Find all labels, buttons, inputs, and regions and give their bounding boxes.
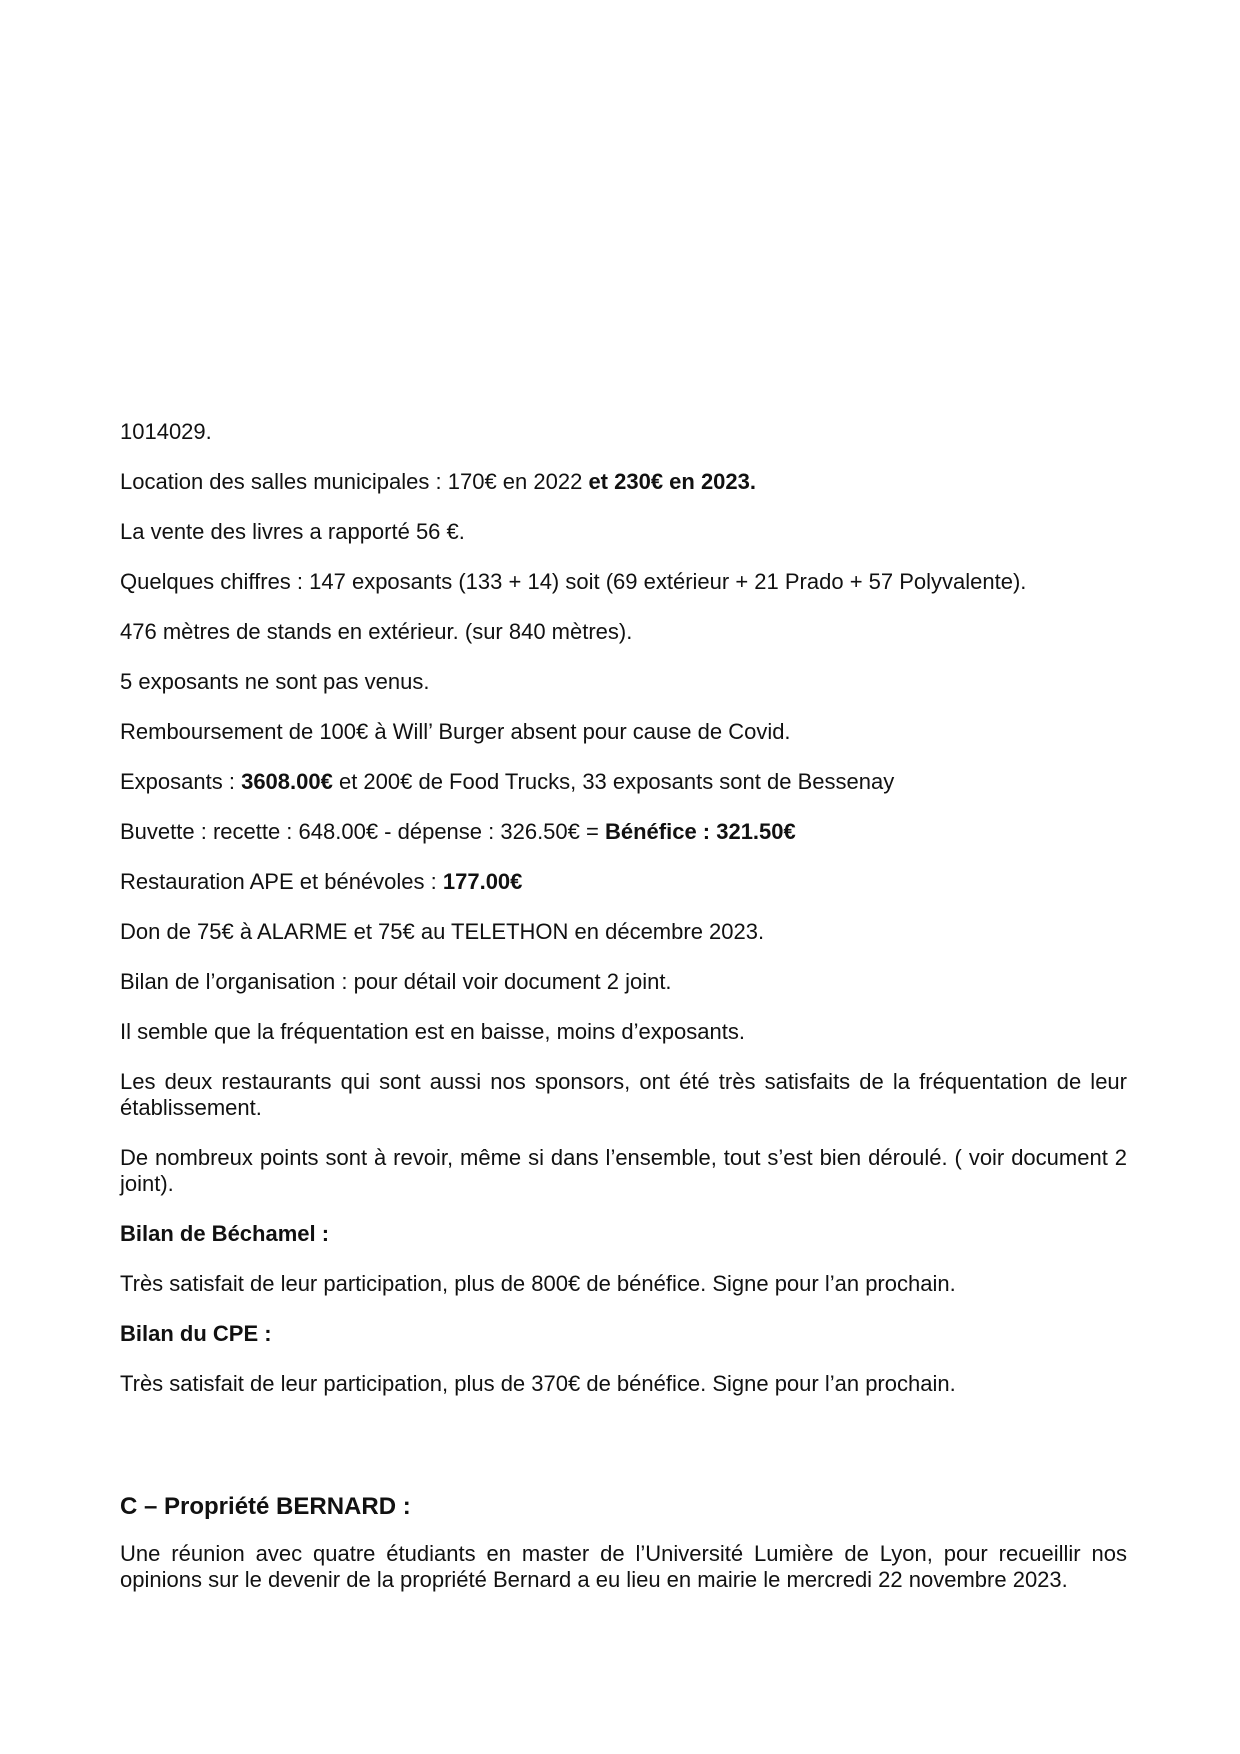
remboursement-line: Remboursement de 100€ à Will’ Burger absent pour cause de Covid.	[120, 719, 791, 744]
exposants-line: Exposants : 3608.00€ et 200€ de Food Trucks, 33 exposants sont de Bessenay	[120, 769, 895, 794]
don-line: Don de 75€ à ALARME et 75€ au TELETHON en décembre 2023.	[120, 919, 765, 944]
document-body	[120, 419, 1127, 1617]
bechamel-text: Très satisfait de leur participation, plus de 800€ de bénéfice. Signe pour l’an prochain.	[120, 1271, 956, 1296]
exposants-absents-line: 5 exposants ne sont pas venus.	[120, 669, 430, 694]
restauration-line: Restauration APE et bénévoles : 177.00€	[120, 869, 523, 894]
frequentation-line: Il semble que la fréquentation est en baisse, moins d’exposants.	[120, 1019, 745, 1044]
vente-livres-line: La vente des livres a rapporté 56 €.	[120, 519, 465, 544]
reference-number: 1014029.	[120, 419, 212, 444]
section-c-title: C – Propriété BERNARD :	[120, 1493, 411, 1520]
quelques-chiffres-line: Quelques chiffres : 147 exposants (133 + 14) soit (69 extérieur + 21 Prado + 57 Polyvalente).	[120, 569, 1027, 594]
restaurants-paragraph: Les deux restaurants qui sont aussi nos sponsors, ont été très satisfaits de la fréquentation de leur établissement.	[120, 1069, 1127, 1120]
section-c-paragraph: Une réunion avec quatre étudiants en master de l’Université Lumière de Lyon, pour recueillir nos opinions sur le devenir de la propriété Bernard a eu lieu en mairie le mercredi 22 novembre 2023.	[120, 1541, 1127, 1592]
bilan-organisation-line: Bilan de l’organisation : pour détail voir document 2 joint.	[120, 969, 672, 994]
metres-stands-line: 476 mètres de stands en extérieur. (sur 840 mètres).	[120, 619, 633, 644]
points-revoir-paragraph: De nombreux points sont à revoir, même si dans l’ensemble, tout s’est bien déroulé. ( voir document 2 joint).	[120, 1145, 1127, 1196]
cpe-heading: Bilan du CPE :	[120, 1321, 272, 1346]
location-salles-line: Location des salles municipales : 170€ en 2022 et 230€ en 2023.	[120, 469, 757, 494]
cpe-text: Très satisfait de leur participation, plus de 370€ de bénéfice. Signe pour l’an prochain.	[120, 1371, 956, 1396]
buvette-line: Buvette : recette : 648.00€ - dépense : 326.50€ = Bénéfice : 321.50€	[120, 819, 796, 844]
bechamel-heading: Bilan de Béchamel :	[120, 1221, 330, 1246]
